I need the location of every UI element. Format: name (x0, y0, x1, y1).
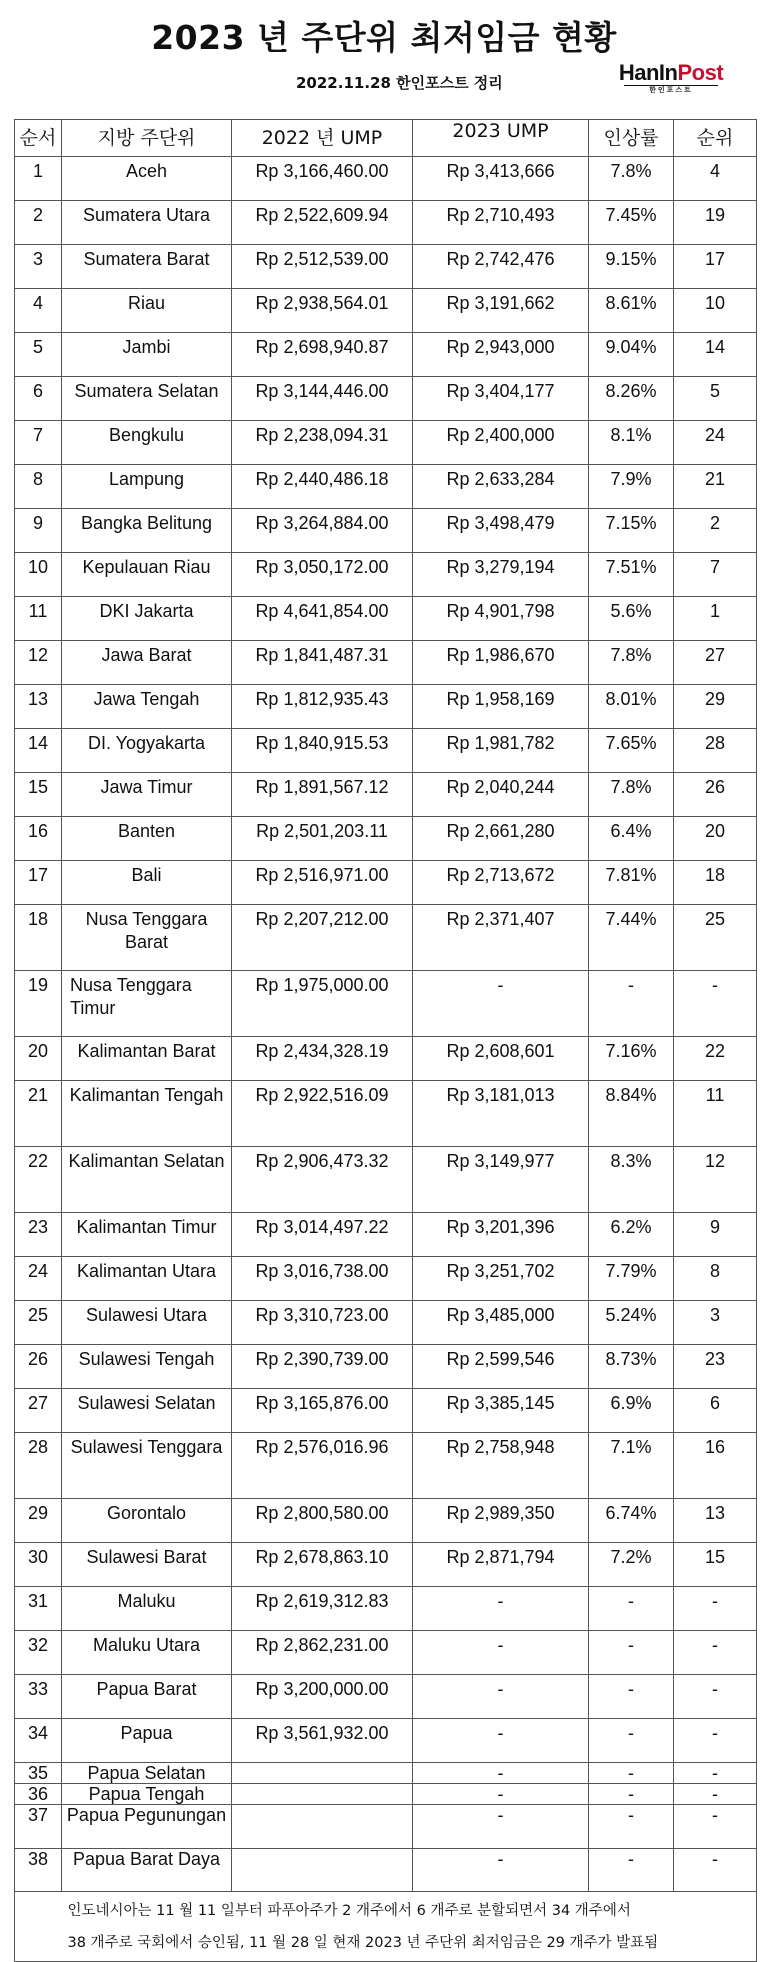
province-name: DKI Jakarta (62, 597, 232, 641)
row-number: 29 (15, 1499, 62, 1543)
ump-2023: Rp 3,201,396 (413, 1213, 589, 1257)
ump-2023: Rp 2,871,794 (413, 1543, 589, 1587)
rank: 13 (674, 1499, 757, 1543)
row-number: 20 (15, 1037, 62, 1081)
page-title: 2023 년 주단위 최저임금 현황 (151, 18, 617, 57)
ump-2023: - (413, 1675, 589, 1719)
rank: 14 (674, 333, 757, 377)
province-name: Sulawesi Utara (62, 1301, 232, 1345)
table-row (15, 333, 757, 377)
increase-rate: 7.79% (589, 1257, 674, 1301)
row-number: 13 (15, 685, 62, 729)
ump-2023: Rp 3,485,000 (413, 1301, 589, 1345)
ump-2023: Rp 2,710,493 (413, 201, 589, 245)
ump-2023: - (413, 1784, 589, 1805)
row-number: 7 (15, 421, 62, 465)
table-row (15, 1433, 757, 1499)
row-number: 22 (15, 1147, 62, 1213)
ump-2022: Rp 2,516,971.00 (232, 861, 413, 905)
increase-rate: 6.2% (589, 1213, 674, 1257)
province-name: Riau (62, 289, 232, 333)
row-number: 35 (15, 1763, 62, 1784)
increase-rate: - (589, 1631, 674, 1675)
rank: 22 (674, 1037, 757, 1081)
row-number: 2 (15, 201, 62, 245)
minimum-wage-table (14, 119, 757, 1962)
ump-2022: Rp 3,310,723.00 (232, 1301, 413, 1345)
row-number: 10 (15, 553, 62, 597)
increase-rate: 7.45% (589, 201, 674, 245)
row-number: 11 (15, 597, 62, 641)
row-number: 27 (15, 1389, 62, 1433)
row-number: 8 (15, 465, 62, 509)
table-row (15, 1587, 757, 1631)
row-number: 31 (15, 1587, 62, 1631)
province-name: Sulawesi Tenggara (62, 1433, 232, 1499)
province-name: Bali (62, 861, 232, 905)
header-province: 지방 주단위 (62, 120, 232, 157)
table-row (15, 1037, 757, 1081)
rank: 21 (674, 465, 757, 509)
province-name: Papua Selatan (62, 1763, 232, 1784)
ump-2022: Rp 2,619,312.83 (232, 1587, 413, 1631)
increase-rate: 8.3% (589, 1147, 674, 1213)
rank: 15 (674, 1543, 757, 1587)
increase-rate: 7.16% (589, 1037, 674, 1081)
header-ump-2022: 2022 년 UMP (232, 120, 413, 157)
increase-rate: 6.9% (589, 1389, 674, 1433)
table-row (15, 421, 757, 465)
increase-rate: 9.15% (589, 245, 674, 289)
rank: 26 (674, 773, 757, 817)
rank: 16 (674, 1433, 757, 1499)
increase-rate: 7.9% (589, 465, 674, 509)
increase-rate: 7.65% (589, 729, 674, 773)
province-name: Kalimantan Timur (62, 1213, 232, 1257)
rank: 5 (674, 377, 757, 421)
table-row (15, 1675, 757, 1719)
ump-2023: Rp 3,385,145 (413, 1389, 589, 1433)
ump-2022: Rp 2,522,609.94 (232, 201, 413, 245)
row-number: 28 (15, 1433, 62, 1499)
ump-2023: Rp 2,400,000 (413, 421, 589, 465)
ump-2022: Rp 2,390,739.00 (232, 1345, 413, 1389)
increase-rate: 7.51% (589, 553, 674, 597)
province-name: DI. Yogyakarta (62, 729, 232, 773)
row-number: 34 (15, 1719, 62, 1763)
rank: - (674, 971, 757, 1037)
table-row (15, 817, 757, 861)
table-row (15, 861, 757, 905)
province-name: Kepulauan Riau (62, 553, 232, 597)
province-name: Maluku Utara (62, 1631, 232, 1675)
table-row (15, 685, 757, 729)
province-name: Sulawesi Selatan (62, 1389, 232, 1433)
ump-2022: Rp 2,698,940.87 (232, 333, 413, 377)
rank: 11 (674, 1081, 757, 1147)
increase-rate: - (589, 1763, 674, 1784)
header-no: 순서 (15, 120, 62, 157)
table-row (15, 465, 757, 509)
rank: 20 (674, 817, 757, 861)
table-row (15, 1081, 757, 1147)
row-number: 38 (15, 1849, 62, 1892)
table-row (15, 553, 757, 597)
row-number: 1 (15, 157, 62, 201)
increase-rate: 7.15% (589, 509, 674, 553)
rank: 12 (674, 1147, 757, 1213)
row-number: 36 (15, 1784, 62, 1805)
ump-2022: Rp 2,906,473.32 (232, 1147, 413, 1213)
ump-2023: Rp 2,943,000 (413, 333, 589, 377)
ump-2022: Rp 2,800,580.00 (232, 1499, 413, 1543)
increase-rate: 7.1% (589, 1433, 674, 1499)
province-name: Aceh (62, 157, 232, 201)
province-name: Sulawesi Barat (62, 1543, 232, 1587)
province-name: Gorontalo (62, 1499, 232, 1543)
ump-2022: Rp 3,050,172.00 (232, 553, 413, 597)
ump-2022: Rp 1,975,000.00 (232, 971, 413, 1037)
province-name: Nusa Tenggara Timur (62, 971, 232, 1037)
ump-2023: Rp 3,279,194 (413, 553, 589, 597)
rank: - (674, 1675, 757, 1719)
ump-2023: Rp 2,758,948 (413, 1433, 589, 1499)
province-name: Sulawesi Tengah (62, 1345, 232, 1389)
ump-2023: Rp 4,901,798 (413, 597, 589, 641)
table-row (15, 1389, 757, 1433)
ump-2023: - (413, 1849, 589, 1892)
increase-rate: 7.81% (589, 861, 674, 905)
row-number: 26 (15, 1345, 62, 1389)
ump-2023: Rp 1,981,782 (413, 729, 589, 773)
ump-2023: Rp 3,413,666 (413, 157, 589, 201)
rank: 24 (674, 421, 757, 465)
increase-rate: 7.8% (589, 773, 674, 817)
table-row (15, 245, 757, 289)
rank: 8 (674, 1257, 757, 1301)
ump-2022 (232, 1805, 413, 1849)
header-ump-2023: 2023 UMP (413, 120, 589, 157)
increase-rate: 8.26% (589, 377, 674, 421)
table-row (15, 773, 757, 817)
province-name: Lampung (62, 465, 232, 509)
ump-2023: Rp 2,742,476 (413, 245, 589, 289)
ump-2022: Rp 3,561,932.00 (232, 1719, 413, 1763)
row-number: 37 (15, 1805, 62, 1849)
table-row (15, 1301, 757, 1345)
province-name: Kalimantan Selatan (62, 1147, 232, 1213)
ump-2023: - (413, 1587, 589, 1631)
province-name: Papua (62, 1719, 232, 1763)
hanin-post-logo (616, 62, 726, 95)
row-number: 15 (15, 773, 62, 817)
table-row (15, 377, 757, 421)
ump-2023: Rp 3,191,662 (413, 289, 589, 333)
increase-rate: 8.01% (589, 685, 674, 729)
row-number: 25 (15, 1301, 62, 1345)
ump-2022: Rp 3,165,876.00 (232, 1389, 413, 1433)
increase-rate: 7.2% (589, 1543, 674, 1587)
row-number: 17 (15, 861, 62, 905)
rank: 7 (674, 553, 757, 597)
increase-rate: 8.84% (589, 1081, 674, 1147)
ump-2022: Rp 3,264,884.00 (232, 509, 413, 553)
table-header-row (15, 120, 757, 157)
province-name: Jambi (62, 333, 232, 377)
ump-2022 (232, 1763, 413, 1784)
ump-2023: Rp 1,986,670 (413, 641, 589, 685)
rank: - (674, 1805, 757, 1849)
increase-rate: - (589, 1849, 674, 1892)
table-row (15, 971, 757, 1037)
province-name: Papua Barat Daya (62, 1849, 232, 1892)
rank: 10 (674, 289, 757, 333)
ump-2023: Rp 2,599,546 (413, 1345, 589, 1389)
ump-2022 (232, 1784, 413, 1805)
rank: 29 (674, 685, 757, 729)
ump-2022: Rp 3,014,497.22 (232, 1213, 413, 1257)
ump-2023: Rp 2,661,280 (413, 817, 589, 861)
row-number: 23 (15, 1213, 62, 1257)
increase-rate: 5.6% (589, 597, 674, 641)
table-row (15, 1784, 757, 1805)
increase-rate: 8.1% (589, 421, 674, 465)
increase-rate: 7.44% (589, 905, 674, 971)
table-row (15, 1719, 757, 1763)
rank: 2 (674, 509, 757, 553)
increase-rate: - (589, 1784, 674, 1805)
ump-2022 (232, 1849, 413, 1892)
rank: 1 (674, 597, 757, 641)
ump-2023: Rp 2,040,244 (413, 773, 589, 817)
increase-rate: 8.61% (589, 289, 674, 333)
logo-subtext: 한인포스트 (624, 85, 718, 95)
table-row (15, 597, 757, 641)
ump-2023: - (413, 1631, 589, 1675)
table-row (15, 157, 757, 201)
logo-wordmark (616, 62, 726, 84)
row-number: 5 (15, 333, 62, 377)
row-number: 24 (15, 1257, 62, 1301)
table-row (15, 1213, 757, 1257)
table-row (15, 1147, 757, 1213)
province-name: Bengkulu (62, 421, 232, 465)
table-body (15, 157, 757, 1962)
ump-2022: Rp 2,501,203.11 (232, 817, 413, 861)
ump-2023: Rp 3,251,702 (413, 1257, 589, 1301)
ump-2022: Rp 1,840,915.53 (232, 729, 413, 773)
footnote-line-2: 38 개주로 국회에서 승인됨, 11 월 28 일 현재 2023 년 주단위 최저임금은 29 개주가 발표됨 (67, 1935, 659, 1951)
rank: 17 (674, 245, 757, 289)
province-name: Kalimantan Barat (62, 1037, 232, 1081)
ump-2023: - (413, 1719, 589, 1763)
rank: - (674, 1631, 757, 1675)
ump-2023: Rp 2,371,407 (413, 905, 589, 971)
rank: - (674, 1587, 757, 1631)
increase-rate: - (589, 1587, 674, 1631)
increase-rate: - (589, 1805, 674, 1849)
ump-2022: Rp 2,862,231.00 (232, 1631, 413, 1675)
ump-2022: Rp 3,144,446.00 (232, 377, 413, 421)
logo-wordmark-b: Post (677, 60, 724, 85)
province-name: Nusa Tenggara Barat (62, 905, 232, 971)
rank: 19 (674, 201, 757, 245)
row-number: 9 (15, 509, 62, 553)
header-rank: 순위 (674, 120, 757, 157)
rank: - (674, 1763, 757, 1784)
ump-2023: Rp 3,498,479 (413, 509, 589, 553)
table-row (15, 1543, 757, 1587)
province-name: Sumatera Barat (62, 245, 232, 289)
province-name: Banten (62, 817, 232, 861)
ump-2022: Rp 2,678,863.10 (232, 1543, 413, 1587)
ump-2022: Rp 4,641,854.00 (232, 597, 413, 641)
province-name: Bangka Belitung (62, 509, 232, 553)
rank: 25 (674, 905, 757, 971)
ump-2023: Rp 3,404,177 (413, 377, 589, 421)
province-name: Papua Barat (62, 1675, 232, 1719)
rank: 18 (674, 861, 757, 905)
ump-2022: Rp 2,922,516.09 (232, 1081, 413, 1147)
row-number: 30 (15, 1543, 62, 1587)
ump-2023: - (413, 971, 589, 1037)
logo-wordmark-a: HanIn (618, 60, 678, 85)
ump-2022: Rp 2,440,486.18 (232, 465, 413, 509)
row-number: 12 (15, 641, 62, 685)
increase-rate: 6.4% (589, 817, 674, 861)
row-number: 16 (15, 817, 62, 861)
row-number: 33 (15, 1675, 62, 1719)
ump-2023: Rp 3,149,977 (413, 1147, 589, 1213)
ump-2023: Rp 2,989,350 (413, 1499, 589, 1543)
province-name: Kalimantan Tengah (62, 1081, 232, 1147)
rank: - (674, 1719, 757, 1763)
increase-rate: 7.8% (589, 157, 674, 201)
table-row (15, 1849, 757, 1892)
increase-rate: - (589, 1675, 674, 1719)
ump-2022: Rp 2,207,212.00 (232, 905, 413, 971)
ump-2022: Rp 1,891,567.12 (232, 773, 413, 817)
ump-2022: Rp 2,238,094.31 (232, 421, 413, 465)
increase-rate: - (589, 1719, 674, 1763)
row-number: 4 (15, 289, 62, 333)
ump-2023: Rp 3,181,013 (413, 1081, 589, 1147)
increase-rate: 6.74% (589, 1499, 674, 1543)
increase-rate: 9.04% (589, 333, 674, 377)
header-increase-rate: 인상률 (589, 120, 674, 157)
ump-2022: Rp 2,938,564.01 (232, 289, 413, 333)
table-row (15, 509, 757, 553)
rank: 28 (674, 729, 757, 773)
table-row (15, 729, 757, 773)
ump-2022: Rp 1,812,935.43 (232, 685, 413, 729)
increase-rate: 5.24% (589, 1301, 674, 1345)
ump-2022: Rp 3,166,460.00 (232, 157, 413, 201)
rank: 4 (674, 157, 757, 201)
ump-2023: - (413, 1763, 589, 1784)
footnote-line-1: 인도네시아는 11 월 11 일부터 파푸아주가 2 개주에서 6 개주로 분할되면서 34 개주에서 (67, 1903, 631, 1919)
ump-2022: Rp 3,200,000.00 (232, 1675, 413, 1719)
province-name: Sumatera Selatan (62, 377, 232, 421)
rank: - (674, 1849, 757, 1892)
table-row (15, 289, 757, 333)
table-row (15, 905, 757, 971)
row-number: 14 (15, 729, 62, 773)
province-name: Jawa Timur (62, 773, 232, 817)
rank: 3 (674, 1301, 757, 1345)
rank: 23 (674, 1345, 757, 1389)
page-subtitle: 2022.11.28 한인포스트 정리 (296, 74, 503, 92)
table-row (15, 1763, 757, 1784)
rank: 6 (674, 1389, 757, 1433)
row-number: 21 (15, 1081, 62, 1147)
ump-2022: Rp 2,512,539.00 (232, 245, 413, 289)
province-name: Sumatera Utara (62, 201, 232, 245)
ump-2023: Rp 1,958,169 (413, 685, 589, 729)
row-number: 19 (15, 971, 62, 1037)
ump-2022: Rp 3,016,738.00 (232, 1257, 413, 1301)
increase-rate: 7.8% (589, 641, 674, 685)
province-name: Papua Tengah (62, 1784, 232, 1805)
ump-2022: Rp 2,434,328.19 (232, 1037, 413, 1081)
province-name: Maluku (62, 1587, 232, 1631)
row-number: 18 (15, 905, 62, 971)
table-row (15, 1499, 757, 1543)
increase-rate: - (589, 971, 674, 1037)
province-name: Jawa Barat (62, 641, 232, 685)
row-number: 32 (15, 1631, 62, 1675)
rank: 9 (674, 1213, 757, 1257)
ump-2022: Rp 2,576,016.96 (232, 1433, 413, 1499)
ump-2023: Rp 2,713,672 (413, 861, 589, 905)
province-name: Jawa Tengah (62, 685, 232, 729)
row-number: 3 (15, 245, 62, 289)
ump-2023: - (413, 1805, 589, 1849)
rank: 27 (674, 641, 757, 685)
ump-2023: Rp 2,608,601 (413, 1037, 589, 1081)
ump-2022: Rp 1,841,487.31 (232, 641, 413, 685)
table-row (15, 1805, 757, 1849)
table-row (15, 1631, 757, 1675)
table-row (15, 641, 757, 685)
province-name: Papua Pegunungan (62, 1805, 232, 1849)
row-number: 6 (15, 377, 62, 421)
province-name: Kalimantan Utara (62, 1257, 232, 1301)
rank: - (674, 1784, 757, 1805)
table-row (15, 1345, 757, 1389)
increase-rate: 8.73% (589, 1345, 674, 1389)
table-row (15, 201, 757, 245)
ump-2023: Rp 2,633,284 (413, 465, 589, 509)
table-row (15, 1257, 757, 1301)
